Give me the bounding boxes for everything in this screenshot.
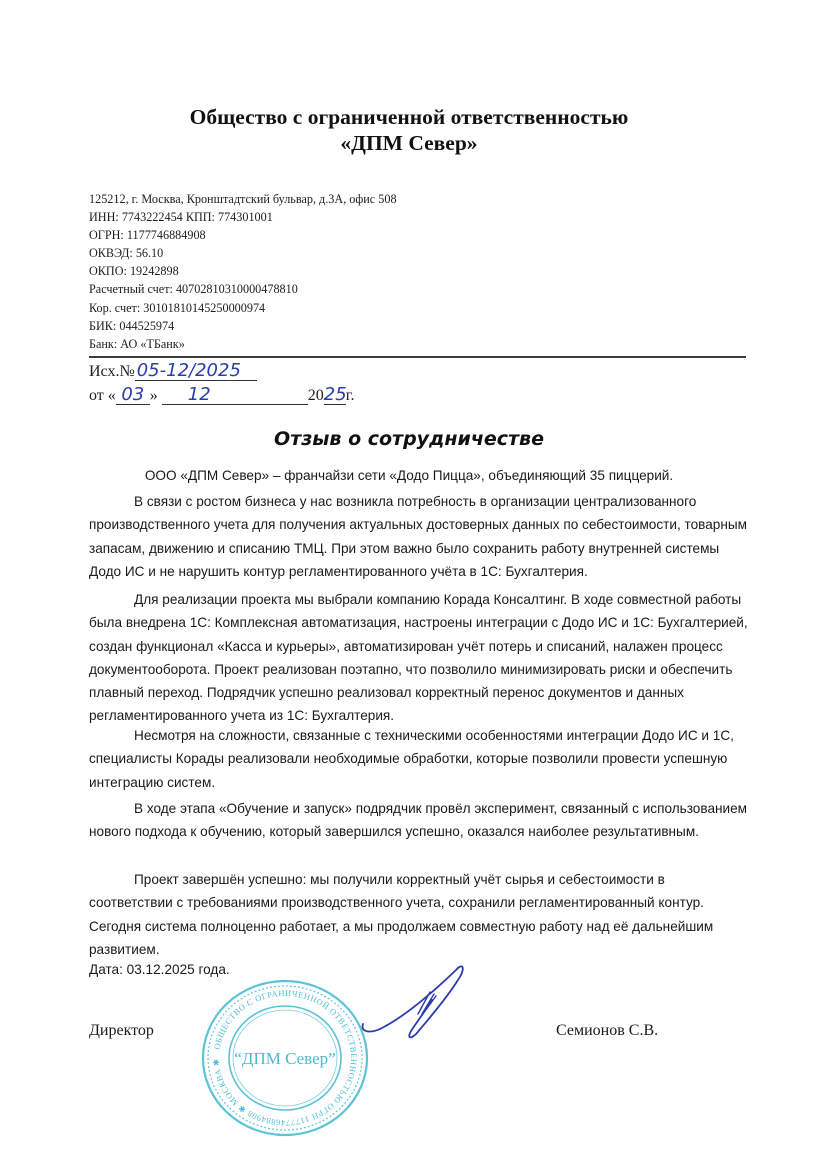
- requisite-address: 125212, г. Москва, Кронштадтский бульвар, д.3А, офис 508: [89, 192, 397, 206]
- requisite-inn-kpp: ИНН: 7743222454 КПП: 774301001: [89, 210, 273, 225]
- document-title: Отзыв о сотрудничестве: [274, 428, 544, 450]
- requisite-ogrn: ОГРН: 1177746884908: [89, 228, 206, 243]
- org-name-line1: Общество с ограниченной ответственностью: [189, 105, 629, 129]
- year-suffix: г.: [345, 387, 355, 404]
- outgoing-number-value: 05-12/2025: [135, 362, 257, 381]
- year-prefix: 20: [307, 387, 324, 404]
- org-name-line2: «ДПМ Север»: [340, 131, 478, 155]
- organization-header: [0, 104, 818, 156]
- signer-name: Семионов С.В.: [556, 1022, 659, 1039]
- requisite-okved: ОКВЭД: 56.10: [89, 246, 164, 261]
- requisite-bik: БИК: 044525974: [89, 318, 175, 333]
- paragraph-training: В ходе этапа «Обучение и запуск» подрядчик провёл эксперимент, связанный с использованием нового подхода к обучению, который завершился успешно, оказался наиболее результативным.: [89, 801, 748, 840]
- document-date: Дата: 03.12.2025 года.: [89, 962, 230, 977]
- requisite-bank: Банк: АО «ТБанк»: [89, 336, 185, 351]
- company-stamp-icon: [200, 978, 370, 1138]
- paragraph-integration: Несмотря на сложности, связанные с техническими особенностями интеграции Додо ИС и 1С, специалисты Корады реализовали необходимые обработки, которые позволили провести успешную интеграцию систем.: [89, 728, 734, 790]
- outgoing-number: [89, 362, 257, 381]
- paragraph-result: Проект завершён успешно: мы получили корректный учёт сырья и себестоимости в соответствии с требованиями производственного учета, сохранили регламентированный контур. Сегодня система полноценно работает, а мы продолжаем совместную работу над её дальнейшим развитием.: [89, 872, 714, 957]
- date-day-suffix: »: [149, 387, 158, 404]
- requisite-okpo: ОКПО: 19242898: [89, 264, 179, 279]
- date-month: 12: [162, 386, 308, 405]
- date-day: 03: [116, 386, 150, 405]
- paragraph-implementation: Для реализации проекта мы выбрали компанию Корада Консалтинг. В ходе совместной работы была внедрена 1С: Комплексная автоматизация, настроены интеграции с Додо ИС и 1С: Бухгалтерией, создан функционал «Касса и курьеры», автоматизирован учёт потерь и списаний, налажен процесс документооборота. Проект реализован поэтапно, что позволило минимизировать риски и обеспечить плавный переход. Подрядчик успешно реализовал корректный перенос документов и данных регламентированного учета из 1С: Бухгалтерия.: [89, 592, 748, 724]
- requisite-corr-account: Кор. счет: 30101810145250000974: [89, 300, 266, 315]
- outgoing-number-label: Исх.№: [89, 363, 135, 380]
- date-prefix: от «: [89, 387, 116, 404]
- company-requisites: [89, 190, 397, 353]
- svg-text:ОБЩЕСТВО С ОГРАНИЧЕННОЙ ОТВЕТС: ОБЩЕСТВО С ОГРАНИЧЕННОЙ ОТВЕТСТВЕННОСТЬЮ ОГРН 1177746884908 ✱ МОСКВА ✱: [210, 987, 360, 1129]
- signature-icon: [358, 962, 468, 1042]
- svg-text:“ДПМ Север”: “ДПМ Север”: [234, 1049, 336, 1068]
- intro-line: ООО «ДПМ Север» – франчайзи сети «Додо Пицца», объединяющий 35 пиццерий.: [144, 468, 674, 483]
- outgoing-date: [89, 386, 355, 405]
- header-divider: [89, 356, 746, 358]
- date-year: 25: [323, 384, 347, 405]
- paragraph-need: В связи с ростом бизнеса у нас возникла потребность в организации централизованного производственного учета для получения актуальных достоверных данных по себестоимости, товарным запасам, движению и списанию ТМЦ. При этом важно было сохранить работу внутренней системы Додо ИС и не нарушить контур регламентированного учёта в 1С: Бухгалтерия.: [89, 494, 747, 579]
- requisite-account: Расчетный счет: 40702810310000478810: [89, 282, 298, 297]
- signer-position: Директор: [89, 1022, 154, 1039]
